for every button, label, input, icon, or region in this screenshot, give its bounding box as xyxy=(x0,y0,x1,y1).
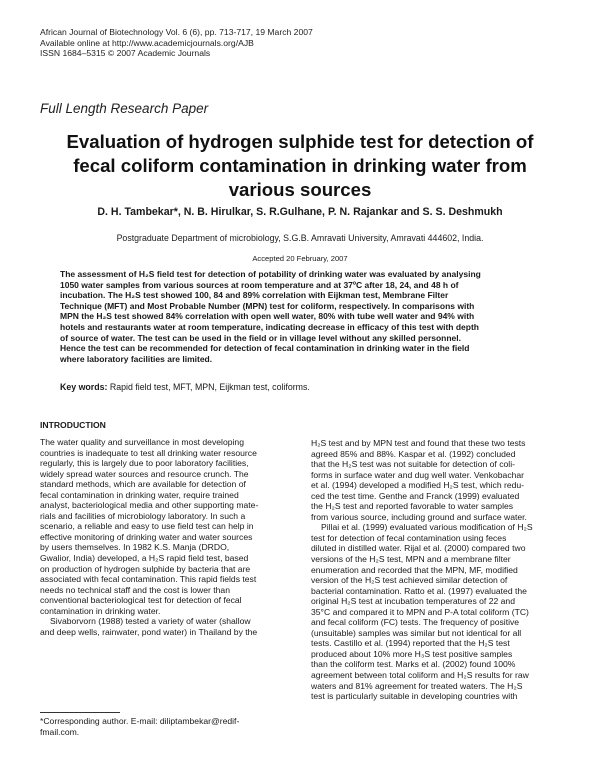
body-line: versions of the H₂S test, MPN and a membrane filter xyxy=(311,554,511,565)
body-line: Sivaborvorn (1988) tested a variety of water (shallow xyxy=(50,616,251,627)
body-line: on production of hydrogen sulphide by bacteria that are xyxy=(40,563,251,574)
abstract-line: The assessment of H₂S field test for detection of potability of drinking water was evaluated by analysing xyxy=(60,269,481,279)
abstract-line: hotels and restaurants water at room temperature, indicating decrease in efficacy of this test with depth xyxy=(60,321,479,332)
journal-issn: ISSN 1684–5315 © 2007 Academic Journals xyxy=(40,48,211,59)
journal-availability: Available online at http://www.academicjournals.org/AJB xyxy=(40,37,254,48)
body-line: original H₂S test at incubation temperatures of 22 and xyxy=(311,596,515,607)
body-line: The water quality and surveillance in most developing xyxy=(40,437,244,447)
body-line: than the coliform test. Marks et al. (2002) found 100% xyxy=(311,659,516,670)
right-column xyxy=(311,438,533,702)
body-line: 35°C and compared it to MPN and P-A total coliform (TC) xyxy=(311,606,529,617)
body-line: from various source, including ground and surface water. xyxy=(311,511,527,522)
body-line: and deep wells, rainwater, pond water) in Thailand by the xyxy=(40,626,258,637)
body-line: fecal contamination in drinking water, require trained xyxy=(40,489,239,500)
body-line: needs no technical staff and the cost is lower than xyxy=(40,584,230,595)
body-line: rials and facilities of microbiology laboratory. In such a xyxy=(40,510,246,521)
body-line: conventional bacteriological test for detection of fecal xyxy=(40,595,242,606)
keywords xyxy=(60,382,310,392)
keywords-label: Key words: xyxy=(60,382,108,392)
abstract-line: Hence the test can be recommended for detection of fecal contamination in drinking water in the field xyxy=(60,343,470,354)
body-line: Gwalior, India) developed, a H₂S rapid field test, based xyxy=(40,553,249,564)
body-line: analyst, bacteriological media and other supporting mate- xyxy=(40,500,259,511)
body-line: tests. Castillo et al. (1994) reported that the H₂S test xyxy=(311,638,510,649)
body-line: diluted in distilled water. Rijal et al. (2000) compared two xyxy=(311,543,526,554)
body-line: agreed 85% and 88%. Kaspar et al. (1992) concluded xyxy=(311,448,516,459)
body-line: agreement between total coliform and H₂S results for raw xyxy=(311,670,529,681)
body-line: produced about 10% more H₃S test positive samples xyxy=(311,648,513,659)
body-line: enumeration and recorded that the MPN, MF, modified xyxy=(311,564,518,575)
introduction-heading: INTRODUCTION xyxy=(40,420,106,430)
journal-citation: African Journal of Biotechnology Vol. 6 (6), pp. 713-717, 19 March 2007 xyxy=(40,27,313,37)
body-line: and fecal coliform (FC) tests. The frequency of positive xyxy=(311,617,520,628)
body-line: (unsuitable) samples was similar but not identical for all xyxy=(311,627,522,638)
body-line: that the H₂S test was not suitable for detection of coli- xyxy=(311,459,515,470)
body-line: widely spread water sources and resource crunch. The xyxy=(40,468,249,479)
body-line: test is particularly suitable in developing countries with xyxy=(311,691,518,702)
footnote-line: fmail.com. xyxy=(40,726,80,737)
affiliation: Postgraduate Department of microbiology, S.G.B. Amravati University, Amravati 444602, India. xyxy=(116,233,484,243)
body-line: test for detection of fecal contamination using feces xyxy=(311,532,507,543)
abstract-line: Technique (MFT) and Most Probable Number (MPN) test for coliform, respectively. In comparisons with xyxy=(60,300,475,311)
keywords-text: Rapid field test, MFT, MPN, Eijkman test, coliforms. xyxy=(109,382,310,392)
body-line: associated with fecal contamination. This rapid fields test xyxy=(40,574,257,585)
left-column xyxy=(40,437,258,637)
paper-type: Full Length Research Paper xyxy=(40,101,209,116)
body-line: countries is inadequate to test all drinking water resource xyxy=(40,447,257,458)
body-line: ced the test time. Genthe and Franck (1999) evaluated xyxy=(311,490,520,501)
corresponding-author-footnote xyxy=(40,716,239,737)
body-line: the H₂S test and reported favorable to water samples xyxy=(311,501,514,512)
abstract-line: 1050 water samples from various sources at room temperature and at 37ºC after 18, 24, and 48 h of xyxy=(60,279,459,290)
body-line: effective monitoring of drinking water and water sources xyxy=(40,531,253,542)
body-line: regularly, this is largely due to poor laboratory facilities, xyxy=(40,458,249,469)
body-line: et al. (1994) developed a modified H₂S test, which redu- xyxy=(311,480,525,491)
body-line: H₂S test and by MPN test and found that these two tests xyxy=(311,438,526,448)
journal-header xyxy=(40,27,313,59)
footnote-line: *Corresponding author. E-mail: diliptambekar@redif- xyxy=(40,716,240,726)
body-line: standard methods, which are available for detection of xyxy=(40,479,246,490)
abstract-line: MPN the H₂S test showed 84% correlation with open well water, 80% with tube well water and 94% with xyxy=(60,311,475,322)
body-line: forms in surface water and dug well water. Venkobachar xyxy=(311,469,525,480)
body-line: scenario, a reliable and easy to use field test can help in xyxy=(40,521,254,532)
title-line: Evaluation of hydrogen sulphide test for detection of xyxy=(66,131,534,152)
accepted-date: Accepted 20 February, 2007 xyxy=(252,254,348,263)
footnote-divider xyxy=(40,712,120,713)
title-line: various sources xyxy=(228,179,372,200)
body-line: version of the H₂S test achieved similar detection of xyxy=(311,575,508,586)
abstract-line: incubation. The H₂S test showed 100, 84 and 89% correlation with Eijkman test, Membrane Filter xyxy=(60,290,449,301)
abstract xyxy=(60,269,481,364)
body-line: contamination in drinking water. xyxy=(40,605,161,616)
title-line: fecal coliform contamination in drinking water from xyxy=(73,155,527,176)
abstract-line: where laboratory facilities are limited. xyxy=(60,353,213,364)
abstract-line: of source of water. The test can be used in the field or in village level without any skilled personnel. xyxy=(60,332,462,343)
author-list: D. H. Tambekar*, N. B. Hirulkar, S. R.Gulhane, P. N. Rajankar and S. S. Deshmukh xyxy=(97,206,503,218)
body-line: by users themselves. In 1982 K.S. Manja (DRDO, xyxy=(40,542,230,553)
body-line: bacterial contamination. Ratto et al. (1997) evaluated the xyxy=(311,585,527,596)
body-line: Pillai et al. (1999) evaluated various modification of H₂S xyxy=(321,522,533,533)
paper-title xyxy=(40,130,560,202)
body-line: waters and 81% agreement for treated waters. The H₂S xyxy=(311,680,523,691)
